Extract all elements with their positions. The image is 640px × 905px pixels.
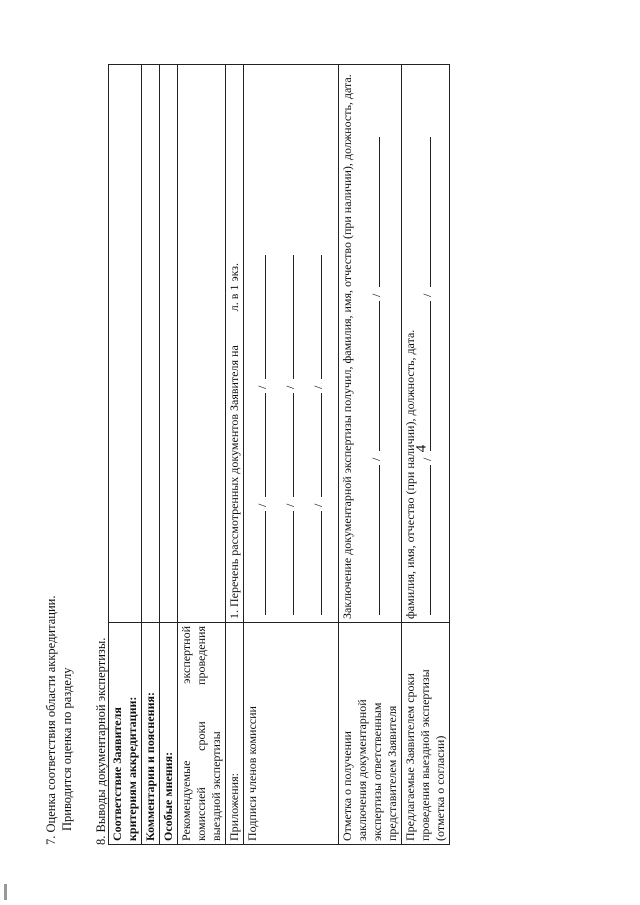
table-row [402,65,450,845]
comments-label: Комментарии и пояснения: [142,623,160,845]
signature-line [430,301,431,451]
signature-separator: / [311,385,325,389]
signature-separator: / [420,457,434,461]
signature-line [430,465,431,615]
signature-separator: / [369,293,383,297]
section7-heading: 7. Оценка соответствия области аккредитации. [44,595,58,845]
scan-edge-mark [4,884,7,900]
signature-line [265,393,266,497]
criteria-value [109,65,142,623]
commission-signatures-label: Подписи членов комиссии [244,623,339,845]
section8-heading: 8. Выводы документарной экспертизы. [94,637,108,845]
signature-line [321,511,322,615]
signature-separator: / [255,385,269,389]
signature-line [265,511,266,615]
table-row [178,65,226,845]
signature-line [379,465,380,615]
signature-line [379,301,380,451]
attachments-label: Приложения: [226,623,244,845]
signature-line [293,511,294,615]
table-row [244,65,339,845]
rotated-document-body [42,65,462,845]
signature-separator: / [283,503,297,507]
signature-separator: / [420,293,434,297]
signature-separator: / [255,503,269,507]
table-row [109,65,142,845]
receipt-mark-value: Заключение документарной экспертизы получил, фамилия, имя, отчество (при наличии), должность, дата. / / [339,65,402,623]
recommended-terms-value [178,65,226,623]
comments-value [142,65,160,623]
signature-line [321,393,322,497]
special-opinions-value [160,65,178,623]
attachments-value: 1. Перечень рассмотренных документов Заявителя нал. в 1 экз. [226,65,244,623]
page-number: 4 [413,444,430,453]
section7-note: Приводится оценка по разделу [60,667,74,831]
table-row [339,65,402,845]
recommended-terms-label: Рекомендуемые экспертной комиссией сроки проведения выездной экспертизы [178,623,226,845]
signature-line [293,255,294,379]
signature-separator: / [369,457,383,461]
signature-line [430,137,431,287]
signature-line [321,255,322,379]
signature-separator: / [311,503,325,507]
table-row [160,65,178,845]
table-row [226,65,244,845]
signature-separator: / [283,385,297,389]
proposed-terms-label: Предлагаемые Заявителем сроки проведения выездной экспертизы (отметка о согласии) [402,623,450,845]
signature-line [293,393,294,497]
table-row [142,65,160,845]
receipt-mark-label: Отметка о получении заключения документарной экспертизы ответственным представителем Заявителя [339,623,402,845]
signature-line [379,137,380,287]
criteria-label: Соответствие Заявителя критериям аккредитации: [109,623,142,845]
expertise-conclusions-table [108,64,450,845]
signature-line [265,255,266,379]
commission-signatures-area [244,65,339,623]
proposed-terms-value: фамилия, имя, отчество (при наличии), должность, дата. / / [402,65,450,623]
special-opinions-label: Особые мнения: [160,623,178,845]
